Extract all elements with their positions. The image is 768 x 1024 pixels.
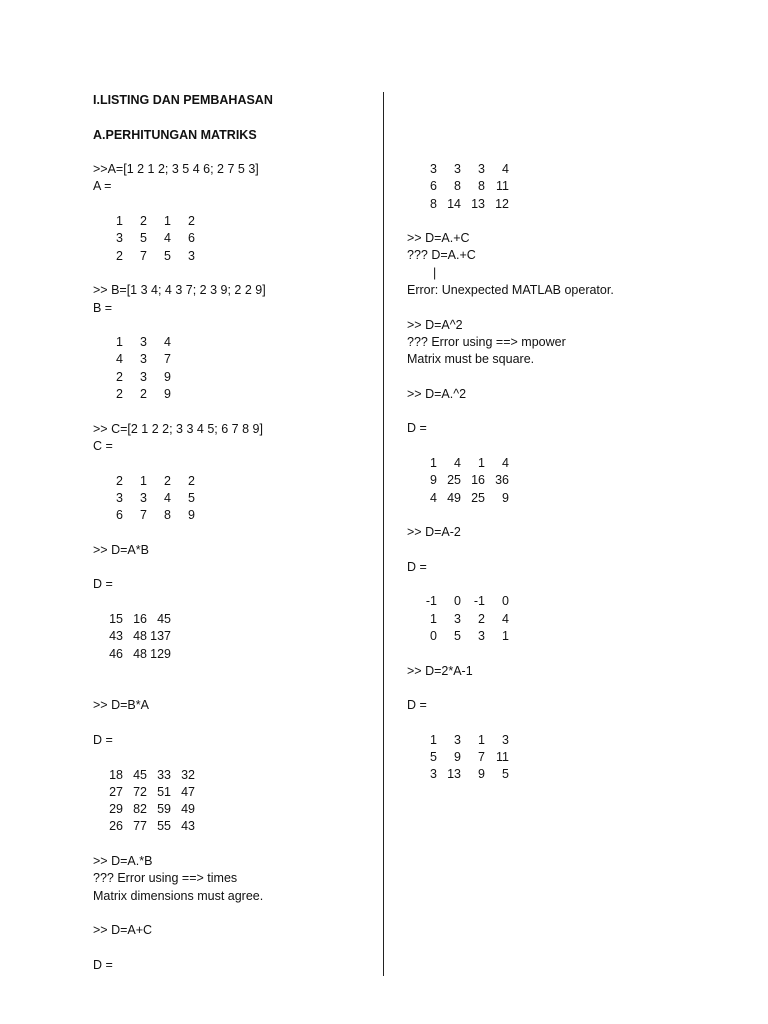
matrix-row <box>407 611 727 628</box>
matrix-cell: 8 <box>454 179 461 194</box>
matrix-cell: 8 <box>478 179 485 194</box>
matrix-cell: 5 <box>454 629 461 644</box>
matrix-cell: 129 <box>150 646 171 661</box>
command-line: >>A=[1 2 1 2; 3 5 4 6; 2 7 5 3] <box>93 162 259 177</box>
matrix-cell: 3 <box>454 611 461 626</box>
output-label: B = <box>93 300 113 315</box>
matrix-cell: 11 <box>496 750 509 765</box>
spacer <box>407 576 727 593</box>
matrix-cell: 51 <box>157 784 171 799</box>
matrix-cell: 9 <box>502 490 509 505</box>
result-matrix <box>93 213 373 265</box>
matrix-row <box>93 213 373 230</box>
matrix-cell: 3 <box>140 352 147 367</box>
spacer <box>93 559 373 576</box>
spacer <box>93 403 373 420</box>
matrix-row <box>93 386 373 403</box>
matrix-cell: 36 <box>495 473 509 488</box>
matrix-row <box>407 178 727 195</box>
matrix-cell: 2 <box>188 473 195 488</box>
matrix-cell: 1 <box>502 629 509 644</box>
matrix-cell: 3 <box>140 335 147 350</box>
matrix-cell: 1 <box>116 214 123 229</box>
matrix-cell: 7 <box>478 750 485 765</box>
matrix-cell: 9 <box>454 750 461 765</box>
spacer <box>93 524 373 541</box>
matrix-row <box>407 593 727 610</box>
matrix-cell: 32 <box>181 767 195 782</box>
matrix-cell: 5 <box>430 750 437 765</box>
matrix-cell: 1 <box>478 732 485 747</box>
result-matrix <box>93 611 373 663</box>
matrix-cell: 7 <box>140 248 147 263</box>
spacer <box>407 645 727 662</box>
matrix-cell: 27 <box>109 784 123 799</box>
matrix-cell: 2 <box>140 214 147 229</box>
matrix-cell: 5 <box>502 767 509 782</box>
matrix-cell: 16 <box>471 473 485 488</box>
section-subheading: A.PERHITUNGAN MATRIKS <box>93 127 257 142</box>
matrix-cell: 6 <box>116 508 123 523</box>
matrix-cell: 1 <box>478 456 485 471</box>
matrix-cell: 12 <box>495 196 509 211</box>
command-line: >> C=[2 1 2 2; 3 3 4 5; 6 7 8 9] <box>93 421 263 436</box>
command-line: >> D=B*A <box>93 698 149 713</box>
matrix-cell: 9 <box>164 369 171 384</box>
matrix-cell: 1 <box>116 335 123 350</box>
matrix-cell: 29 <box>109 802 123 817</box>
matrix-cell: 47 <box>181 784 195 799</box>
error-message: Matrix dimensions must agree. <box>93 888 264 903</box>
matrix-row <box>93 818 373 835</box>
matrix-cell: 5 <box>188 490 195 505</box>
matrix-cell: 3 <box>116 490 123 505</box>
matrix-row <box>93 334 373 351</box>
output-label: D = <box>407 421 427 436</box>
matrix-cell: 2 <box>164 473 171 488</box>
command-line: >> D=A-2 <box>407 525 461 540</box>
error-message: Error: Unexpected MATLAB operator. <box>407 283 614 298</box>
spacer <box>93 663 373 680</box>
matrix-cell: 9 <box>188 508 195 523</box>
error-line: ??? Error using ==> mpower <box>407 334 566 349</box>
matrix-cell: 1 <box>430 732 437 747</box>
matrix-cell: 48 <box>133 646 147 661</box>
matrix-cell: 3 <box>430 767 437 782</box>
spacer <box>407 507 727 524</box>
matrix-row <box>407 472 727 489</box>
matrix-cell: 13 <box>447 767 461 782</box>
matrix-cell: 4 <box>502 162 509 176</box>
matrix-cell: 59 <box>157 802 171 817</box>
output-label: D = <box>407 698 427 713</box>
command-line: >> D=A*B <box>93 542 149 557</box>
matrix-cell: 7 <box>140 508 147 523</box>
matrix-cell: 1 <box>430 611 437 626</box>
matrix-row <box>407 196 727 213</box>
matrix-row <box>93 611 373 628</box>
result-matrix <box>407 455 727 507</box>
spacer <box>93 905 373 922</box>
result-matrix <box>93 767 373 836</box>
matrix-cell: 2 <box>116 248 123 263</box>
spacer <box>407 403 727 420</box>
matrix-cell: 2 <box>116 369 123 384</box>
matrix-cell: 25 <box>471 490 485 505</box>
matrix-cell: 43 <box>181 819 195 834</box>
matrix-cell: 55 <box>157 819 171 834</box>
matrix-cell: 3 <box>478 629 485 644</box>
command-line: >> D=A.^2 <box>407 386 467 401</box>
matrix-cell: -1 <box>425 594 437 609</box>
spacer <box>407 213 727 230</box>
matrix-row <box>93 767 373 784</box>
spacer <box>93 940 373 957</box>
matrix-cell: 46 <box>109 646 123 661</box>
matrix-cell: 72 <box>133 784 147 799</box>
command-line: >> D=2*A-1 <box>407 663 473 678</box>
matrix-cell: 5 <box>140 231 147 246</box>
matrix-cell: 25 <box>447 473 461 488</box>
command-line: >> D=A+C <box>93 923 153 938</box>
matrix-cell: 4 <box>164 490 171 505</box>
matrix-cell: 9 <box>478 767 485 782</box>
matrix-cell: 9 <box>430 473 437 488</box>
result-matrix <box>407 732 727 784</box>
matrix-cell: 16 <box>133 611 147 626</box>
matrix-cell: 7 <box>164 352 171 367</box>
matrix-cell: 1 <box>164 214 171 229</box>
matrix-cell: 3 <box>454 162 461 176</box>
matrix-cell: 2 <box>116 473 123 488</box>
matrix-cell: 26 <box>109 819 123 834</box>
matrix-row <box>407 766 727 783</box>
spacer <box>407 438 727 455</box>
matrix-row <box>93 351 373 368</box>
matrix-cell: 3 <box>116 231 123 246</box>
command-line: >> B=[1 3 4; 4 3 7; 2 3 9; 2 2 9] <box>93 283 266 298</box>
matrix-cell: 33 <box>157 767 171 782</box>
matrix-cell: 2 <box>478 611 485 626</box>
matrix-row <box>407 628 727 645</box>
matrix-cell: 2 <box>140 387 147 402</box>
spacer <box>93 109 373 126</box>
matrix-row <box>93 248 373 265</box>
matrix-cell: 82 <box>133 802 147 817</box>
matrix-cell: 14 <box>447 196 461 211</box>
matrix-row <box>93 230 373 247</box>
matrix-cell: 0 <box>502 594 509 609</box>
matrix-row <box>93 628 373 645</box>
matrix-cell: 2 <box>116 387 123 402</box>
matrix-row <box>93 646 373 663</box>
matrix-cell: 4 <box>502 611 509 626</box>
matrix-cell: 1 <box>140 473 147 488</box>
matrix-cell: 137 <box>150 629 171 644</box>
matrix-cell: 15 <box>109 611 123 626</box>
error-message: Matrix must be square. <box>407 352 535 367</box>
left-listing <box>93 161 373 974</box>
spacer <box>93 836 373 853</box>
matrix-cell: 3 <box>188 248 195 263</box>
matrix-cell: 3 <box>502 732 509 747</box>
command-line: >> D=A.*B <box>93 854 153 869</box>
spacer <box>407 299 727 316</box>
matrix-cell: 0 <box>430 629 437 644</box>
matrix-cell: 3 <box>430 162 437 176</box>
spacer <box>407 680 727 697</box>
matrix-row <box>93 784 373 801</box>
output-label: A = <box>93 179 112 194</box>
matrix-cell: 4 <box>116 352 123 367</box>
spacer <box>93 455 373 472</box>
error-line: ??? D=A.+C <box>407 248 476 263</box>
matrix-cell: 49 <box>181 802 195 817</box>
matrix-cell: 4 <box>164 335 171 350</box>
spacer <box>93 317 373 334</box>
matrix-cell: 18 <box>109 767 123 782</box>
matrix-cell: 3 <box>454 732 461 747</box>
column-divider <box>383 92 384 976</box>
matrix-cell: 48 <box>133 629 147 644</box>
matrix-cell: 45 <box>133 767 147 782</box>
matrix-cell: 6 <box>188 231 195 246</box>
output-label: D = <box>93 732 113 747</box>
spacer <box>407 369 727 386</box>
matrix-cell: 1 <box>430 456 437 471</box>
right-listing <box>407 161 727 784</box>
matrix-row <box>93 801 373 818</box>
spacer <box>93 680 373 697</box>
matrix-row <box>93 369 373 386</box>
result-matrix <box>93 334 373 403</box>
matrix-cell: 0 <box>454 594 461 609</box>
matrix-cell: 3 <box>140 490 147 505</box>
matrix-cell: 43 <box>109 629 123 644</box>
matrix-row <box>407 732 727 749</box>
output-label: D = <box>93 577 113 592</box>
matrix-row <box>93 507 373 524</box>
matrix-cell: 5 <box>164 248 171 263</box>
matrix-row <box>407 455 727 472</box>
result-matrix <box>407 161 727 213</box>
command-line: >> D=A.+C <box>407 231 470 246</box>
output-label: D = <box>93 957 113 972</box>
error-caret: | <box>433 265 437 280</box>
spacer <box>93 265 373 282</box>
matrix-cell: 4 <box>430 490 437 505</box>
result-matrix <box>407 593 727 645</box>
matrix-cell: 2 <box>188 214 195 229</box>
matrix-cell: 77 <box>133 819 147 834</box>
result-matrix <box>93 473 373 525</box>
matrix-row <box>93 473 373 490</box>
matrix-cell: 45 <box>157 611 171 626</box>
matrix-row <box>407 749 727 766</box>
matrix-cell: 13 <box>471 196 485 211</box>
spacer <box>93 749 373 766</box>
section-heading: I.LISTING DAN PEMBAHASAN <box>93 93 273 107</box>
matrix-cell: 8 <box>164 508 171 523</box>
output-label: C = <box>93 438 113 453</box>
matrix-cell: 3 <box>478 162 485 176</box>
matrix-cell: 8 <box>430 196 437 211</box>
matrix-cell: 4 <box>164 231 171 246</box>
matrix-row <box>407 490 727 507</box>
matrix-row <box>407 161 727 178</box>
spacer <box>407 715 727 732</box>
spacer <box>93 196 373 213</box>
matrix-cell: -1 <box>473 594 485 609</box>
matrix-cell: 9 <box>164 387 171 402</box>
matrix-cell: 4 <box>454 456 461 471</box>
spacer <box>93 144 373 161</box>
matrix-row <box>93 490 373 507</box>
command-line: >> D=A^2 <box>407 317 463 332</box>
spacer <box>407 542 727 559</box>
spacer <box>93 594 373 611</box>
matrix-cell: 11 <box>496 179 509 194</box>
error-line: ??? Error using ==> times <box>93 871 238 886</box>
output-label: D = <box>407 559 427 574</box>
matrix-cell: 4 <box>502 456 509 471</box>
left-column <box>93 92 373 974</box>
matrix-cell: 49 <box>447 490 461 505</box>
matrix-cell: 3 <box>140 369 147 384</box>
right-column <box>407 161 727 784</box>
matrix-cell: 6 <box>430 179 437 194</box>
spacer <box>93 715 373 732</box>
